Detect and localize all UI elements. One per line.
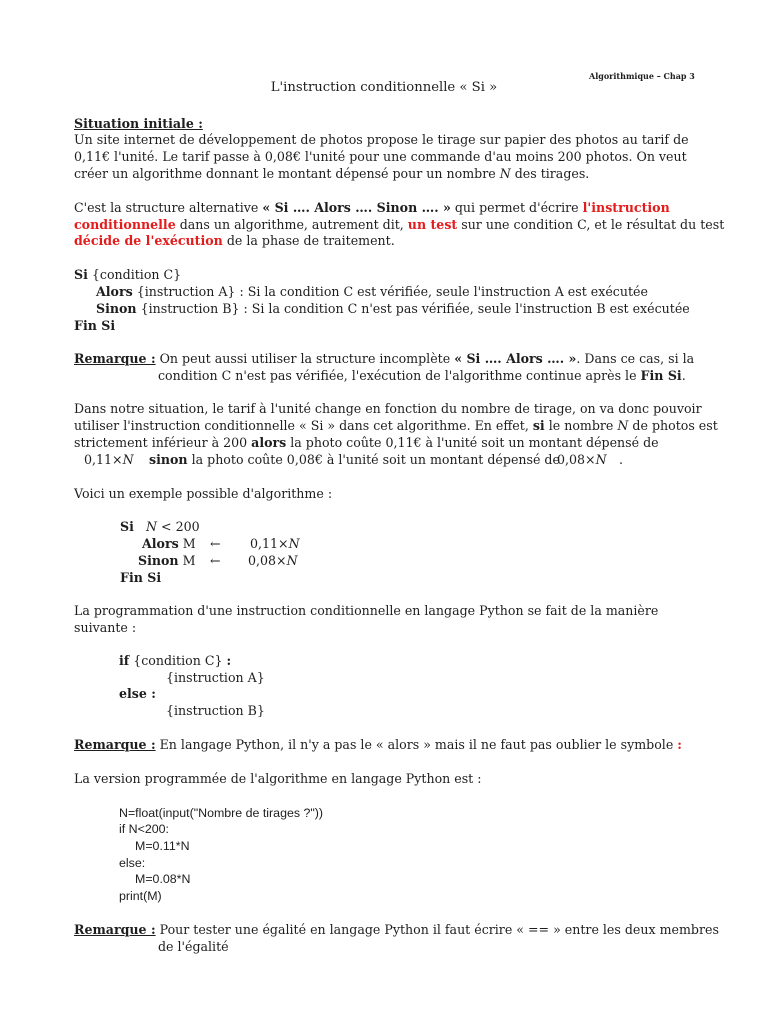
text-run: < 200: [157, 519, 200, 534]
code-line: M=0.08*N: [135, 872, 191, 886]
keyword-fin-si: Fin Si: [640, 368, 682, 383]
paragraph-line: suivante :: [74, 620, 137, 635]
math-expression: [84, 452, 134, 469]
algo-condition: [146, 519, 200, 536]
python-line-if: [119, 653, 231, 670]
text-run: la photo coûte 0,08€ à l'unité soit un montant dépensé de: [187, 452, 560, 467]
keyword-sinon: Sinon: [96, 301, 137, 316]
remark-label: Remarque :: [74, 351, 156, 366]
remark-line: [74, 351, 694, 368]
text-run: .: [681, 368, 686, 383]
text-run: M: [178, 536, 196, 551]
keyword-fin-si: Fin Si: [74, 318, 116, 333]
colon-symbol: :: [226, 653, 232, 668]
text-run: 0,11×: [84, 452, 123, 467]
highlight-text: l'instruction: [582, 200, 670, 215]
math-expression: [250, 536, 300, 553]
remark-line: [74, 737, 682, 754]
python-line-instruction: {instruction A}: [166, 670, 265, 685]
variable-n: N: [617, 418, 629, 433]
text-run: {instruction B} : Si la condition C n'est pas vérifiée, seule l'instruction B est exécutée: [136, 301, 690, 316]
python-line-instruction: {instruction B}: [166, 703, 265, 718]
text-run: 0,11×: [250, 536, 289, 551]
text-run: {condition C}: [129, 653, 227, 668]
keyword-sinon: sinon: [149, 452, 188, 467]
text-run: 0,08×: [557, 452, 596, 467]
paragraph-line: [74, 166, 589, 183]
highlight-text: un test: [407, 217, 458, 232]
code-line: else:: [119, 856, 146, 870]
algo-line-si: [120, 519, 134, 536]
algo-line-si: [74, 267, 181, 284]
algo-line-sinon: [138, 553, 196, 570]
colon-symbol: :: [677, 737, 682, 752]
paragraph-line: [74, 435, 659, 452]
algo-line-sinon: [96, 301, 690, 318]
keyword-fin-si: Fin Si: [120, 570, 162, 585]
keyword-sinon: Sinon: [138, 553, 179, 568]
text-run: Pour tester une égalité en langage Python il faut écrire « == » entre les deux membres: [155, 922, 719, 937]
highlight-text: décide de l'exécution: [74, 233, 223, 248]
text-run: {condition C}: [87, 267, 182, 282]
keyword-si-alors: « Si …. Alors …. »: [454, 351, 577, 366]
text-run: On peut aussi utiliser la structure incomplète: [155, 351, 455, 366]
paragraph-line: Voici un exemple possible d'algorithme :: [74, 486, 333, 501]
text-run: M: [178, 553, 196, 568]
keyword-si: si: [532, 418, 545, 433]
keyword-alors: Alors: [96, 284, 133, 299]
variable-n: N: [146, 519, 158, 534]
paragraph-line: [74, 233, 395, 250]
assign-arrow-icon: ←: [210, 536, 221, 551]
text-run: de la phase de traitement.: [222, 233, 395, 248]
text-run: C'est la structure alternative: [74, 200, 263, 215]
remark-line: [158, 368, 686, 385]
remark-label: Remarque :: [74, 737, 156, 752]
remark-line: [74, 922, 719, 939]
assign-arrow-icon: ←: [210, 553, 221, 568]
text-run: le nombre: [544, 418, 618, 433]
paragraph-line: La programmation d'une instruction conditionnelle en langage Python se fait de la manière: [74, 603, 659, 618]
text-run: strictement inférieur à 200: [74, 435, 252, 450]
text-run: utiliser l'instruction conditionnelle « Si » dans cet algorithme. En effet,: [74, 418, 533, 433]
variable-n: N: [288, 536, 300, 551]
variable-n: N: [499, 166, 511, 181]
keyword-si: Si: [120, 519, 134, 534]
page-title: L'instruction conditionnelle « Si »: [270, 80, 498, 95]
keyword-si-alors-sinon: « Si …. Alors …. Sinon …. »: [262, 200, 451, 215]
text-run: condition C n'est pas vérifiée, l'exécution de l'algorithme continue après le: [158, 368, 641, 383]
section-heading-situation: Situation initiale :: [74, 116, 203, 131]
text-run: la photo coûte 0,11€ à l'unité soit un montant dépensé de: [286, 435, 659, 450]
keyword-alors: alors: [251, 435, 287, 450]
math-expression: [248, 553, 298, 570]
variable-n: N: [286, 553, 298, 568]
math-expression: [557, 452, 607, 469]
remark-line: de l'égalité: [158, 939, 229, 954]
text-run: . Dans ce cas, si la: [576, 351, 695, 366]
paragraph-line: [74, 217, 724, 234]
paragraph-line: [149, 452, 560, 469]
paragraph-line: [74, 418, 718, 435]
paragraph-line: Dans notre situation, le tarif à l'unité change en fonction du nombre de tirage, on va donc pouvoir: [74, 401, 702, 416]
keyword-si: Si: [74, 267, 88, 282]
paragraph-line: 0,11€ l'unité. Le tarif passe à 0,08€ l'unité pour une commande d'au moins 200 photos. On veut: [74, 149, 687, 164]
code-line: M=0.11*N: [135, 839, 190, 853]
code-line: if N<200:: [119, 822, 169, 836]
keyword-else: else :: [119, 686, 156, 701]
paragraph-line: Un site internet de développement de photos propose le tirage sur papier des photos au tarif de: [74, 132, 689, 147]
text-run: qui permet d'écrire: [450, 200, 583, 215]
code-line: N=float(input("Nombre de tirages ?")): [119, 806, 324, 820]
text-run: de photos est: [628, 418, 718, 433]
period: .: [619, 452, 624, 467]
text-run: dans un algorithme, autrement dit,: [175, 217, 408, 232]
paragraph-line: [74, 200, 670, 217]
algo-line-alors: [96, 284, 648, 301]
variable-n: N: [122, 452, 134, 467]
code-line: print(M): [119, 889, 162, 903]
text-run: En langage Python, il n'y a pas le « alors » mais il ne faut pas oublier le symbole: [155, 737, 678, 752]
text-run: créer un algorithme donnant le montant dépensé pour un nombre: [74, 166, 500, 181]
text-run: 0,08×: [248, 553, 287, 568]
text-run: sur une condition C, et le résultat du test: [457, 217, 725, 232]
highlight-text: conditionnelle: [74, 217, 176, 232]
keyword-alors: Alors: [142, 536, 179, 551]
variable-n: N: [595, 452, 607, 467]
algo-line-alors: [142, 536, 196, 553]
text-run: {instruction A} : Si la condition C est vérifiée, seule l'instruction A est exécutée: [132, 284, 648, 299]
keyword-if: if: [119, 653, 130, 668]
remark-label: Remarque :: [74, 922, 156, 937]
chapter-header: Algorithmique – Chap 3: [589, 71, 695, 81]
paragraph-line: La version programmée de l'algorithme en langage Python est :: [74, 771, 482, 786]
text-run: des tirages.: [510, 166, 590, 181]
